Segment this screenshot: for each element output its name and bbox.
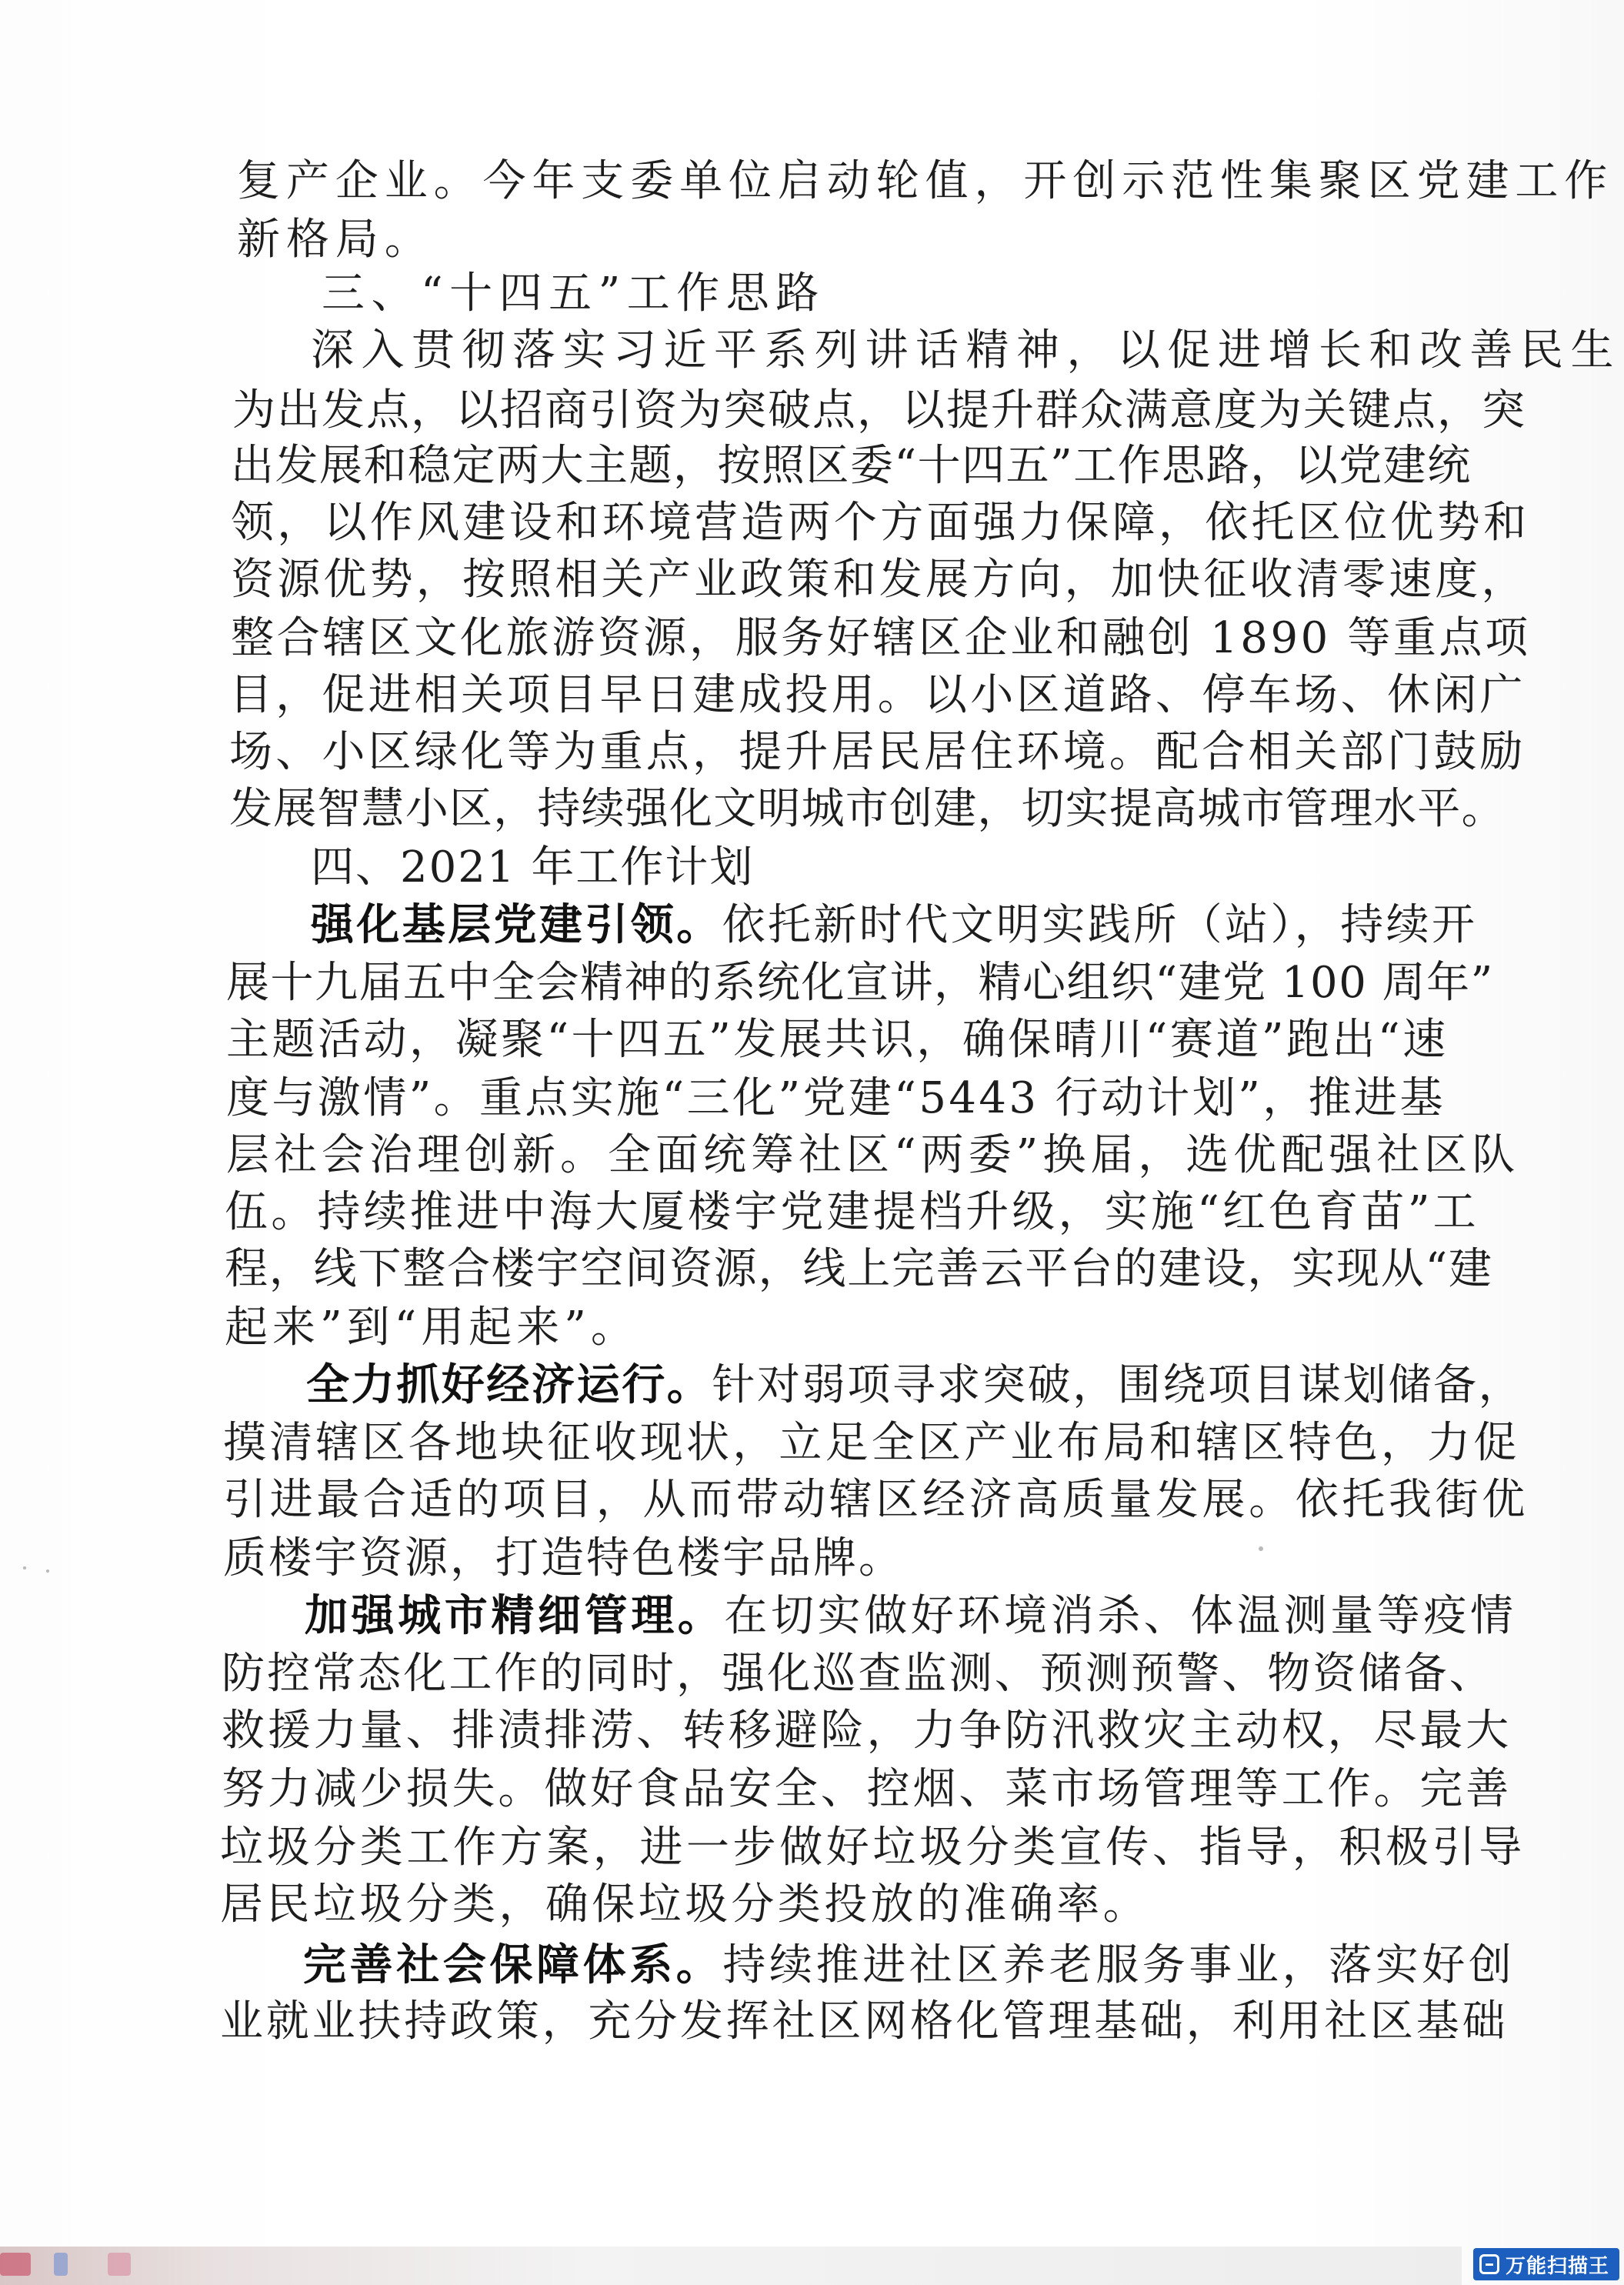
body-text: 在切实做好环境消杀、体温测量等疫情: [724, 1591, 1517, 1641]
body-line: 主题活动，凝聚“十四五”发展共识，确保晴川“赛道”跑出“速: [226, 1015, 1449, 1065]
section-heading: 三、“十四五”工作思路: [322, 269, 825, 319]
bold-heading-party-building: 强化基层党建引领。: [311, 899, 722, 950]
body-line: 资源优势，按照相关产业政策和发展方向，加快征收清零速度，: [231, 555, 1528, 605]
scan-speck: [23, 1566, 26, 1569]
body-line: 引进最合适的项目，从而带动辖区经济高质量发展。依托我街优: [223, 1475, 1529, 1525]
body-line: 起来”到“用起来”。: [225, 1303, 639, 1353]
bold-heading-social-security: 完善社会保障体系。: [303, 1940, 723, 1990]
scanner-watermark: [1473, 2248, 1619, 2280]
body-line: 场、小区绿化等为重点，提升居民居住环境。配合相关部门鼓励: [229, 727, 1526, 777]
scan-stain: [108, 2253, 131, 2276]
body-line: 救援力量、排渍排涝、转移避险，力争防汛救灾主动权，尽最大: [222, 1706, 1512, 1756]
body-line: 深入贯彻落实习近平系列讲话精神，以促进增长和改善民生: [311, 325, 1621, 375]
body-line: 为出发点，以招商引资为突破点，以提升群众满意度为关键点，突: [232, 385, 1526, 435]
body-line: 伍。持续推进中海大厦楼宇党建提档升级，实施“红色育苗”工: [225, 1187, 1479, 1237]
section-heading: 四、2021 年工作计划: [311, 842, 755, 892]
paragraph-economy: [306, 1356, 1523, 1414]
body-line: 居民垃圾分类，确保垃圾分类投放的准确率。: [220, 1880, 1149, 1930]
paragraph-party-building: [311, 896, 1477, 954]
body-line: 发展智慧小区，持续强化文明城市创建，切实提高城市管理水平。: [229, 784, 1506, 834]
body-text: 依托新时代文明实践所（站），持续开: [722, 900, 1478, 950]
bold-heading-city-management: 加强城市精细管理。: [305, 1590, 725, 1641]
body-line: 展十九届五中全会精神的系统化宣讲，精心组织“建党 100 周年”: [226, 958, 1494, 1008]
body-text: 针对弱项寻求突破，围绕项目谋划储备，: [712, 1360, 1524, 1410]
scan-speck: [46, 1569, 49, 1573]
paragraph-city-management: [305, 1586, 1517, 1645]
body-line: 质楼宇资源，打造特色楼宇品牌。: [223, 1533, 904, 1583]
body-line: 度与激情”。重点实施“三化”党建“5443 行动计划”，推进基: [226, 1073, 1446, 1123]
body-line: 程，线下整合楼宇空间资源，线上完善云平台的建设，实现从“建: [225, 1244, 1493, 1294]
body-text: 持续推进社区养老服务事业，落实好创: [722, 1940, 1516, 1990]
body-line: 整合辖区文化旅游资源，服务好辖区企业和融创 1890 等重点项: [231, 613, 1531, 663]
scanner-logo-icon: [1479, 2254, 1499, 2274]
body-line: 目，促进相关项目早日建成投用。以小区道路、停车场、休闲广: [229, 670, 1526, 720]
scan-speck: [1259, 1546, 1263, 1551]
body-line: 业就业扶持政策，充分发挥社区网格化管理基础，利用社区基础: [220, 1996, 1509, 2046]
body-line: 防控常态化工作的同时，强化巡查监测、预测预警、物资储备、: [222, 1649, 1495, 1699]
body-line: 摸清辖区各地块征收现状，立足全区产业布局和辖区特色，力促: [223, 1418, 1520, 1468]
body-line: 垃圾分类工作方案，进一步做好垃圾分类宣传、指导，积极引导: [220, 1823, 1526, 1873]
watermark-label: 万能扫描王: [1506, 2254, 1610, 2278]
body-line: 复产企业。今年支委单位启动轮值，开创示范性集聚区党建工作: [237, 156, 1614, 206]
body-line: 层社会治理创新。全面统筹社区“两委”换届，选优配强社区队: [226, 1130, 1520, 1180]
body-line: 领，以作风建设和环境营造两个方面强力保障，依托区位优势和: [231, 498, 1530, 548]
paragraph-social-security: [303, 1936, 1516, 1994]
body-line: 新格局。: [237, 215, 434, 265]
scan-stain: [54, 2253, 68, 2276]
body-line: 出发展和稳定两大主题，按照区委“十四五”工作思路，以党建统: [231, 441, 1472, 491]
scan-bottom-edge: [0, 2247, 1462, 2285]
bold-heading-economy: 全力抓好经济运行。: [306, 1359, 712, 1410]
body-line: 努力减少损失。做好食品安全、控烟、菜市场管理等工作。完善: [222, 1764, 1512, 1814]
scan-stain: [0, 2253, 31, 2276]
